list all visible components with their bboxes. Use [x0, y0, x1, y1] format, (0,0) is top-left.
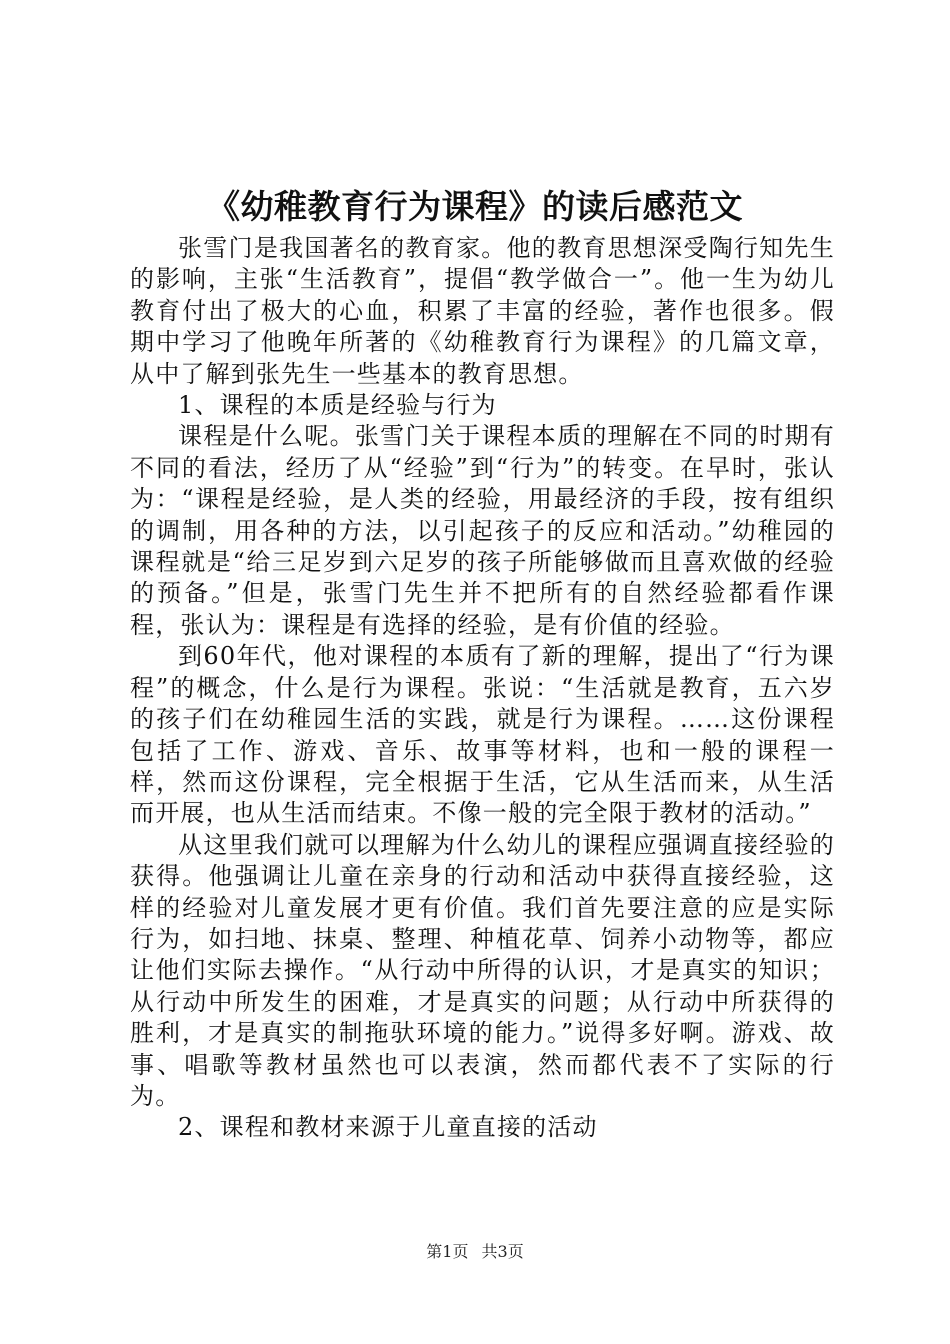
- paragraph-behavior-curriculum: 到60年代，他对课程的本质有了新的理解，提出了“行为课程”的概念，什么是行为课程。张说：“生活就是教育，五六岁的孩子们在幼稚园生活的实践，就是行为课程。……这份课程包括了工作、游戏、音乐、故事等材料，也和一般的课程一样，然而这份课程，完全根据于生活，它从生活而来，从生活而开展，也从生活而结束。不像一般的完全限于教材的活动。”: [130, 642, 835, 828]
- paragraph-curriculum-nature: 课程是什么呢。张雪门关于课程本质的理解在不同的时期有不同的看法，经历了从“经验”到“行为”的转变。在早时，张认为：“课程是经验，是人类的经验，用最经济的手段，按有组织的调制，用各种的方法，以引起孩子的反应和活动。”幼稚园的课程就是“给三足岁到六足岁的孩子所能够做而且喜欢做的经验的预备。”但是，张雪门先生并不把所有的自然经验都看作课程，张认为：课程是有选择的经验，是有价值的经验。: [130, 422, 835, 639]
- page-footer: [0, 1240, 950, 1264]
- section-heading-1: 1、课程的本质是经验与行为: [178, 391, 497, 420]
- page-number: 第1页: [426, 1242, 469, 1261]
- document-body: [130, 233, 835, 1144]
- section-heading-2: 2、课程和教材来源于儿童直接的活动: [178, 1113, 598, 1142]
- paragraph-intro: 张雪门是我国著名的教育家。他的教育思想深受陶行知先生的影响，主张“生活教育”，提倡“教学做合一”。他一生为幼儿教育付出了极大的心血，积累了丰富的经验，著作也很多。假期中学习了他晚年所著的《幼稚教育行为课程》的几篇文章，从中了解到张先生一些基本的教育思想。: [130, 234, 835, 388]
- document-title: 《幼稚教育行为课程》的读后感范文: [207, 187, 743, 226]
- paragraph-direct-experience: 从这里我们就可以理解为什么幼儿的课程应强调直接经验的获得。他强调让儿童在亲身的行动和活动中获得直接经验，这样的经验对儿童发展才更有价值。我们首先要注意的应是实际行为，如扫地、抹桌、整理、种植花草、饲养小动物等，都应让他们实际去操作。“从行动中所得的认识，才是真实的知识；从行动中所发生的困难，才是真实的问题；从行动中所获得的胜利，才是真实的制拖驮环境的能力。”说得多好啊。游戏、故事、唱歌等教材虽然也可以表演，然而都代表不了实际的行为。: [130, 830, 835, 1110]
- page-total: 共3页: [481, 1242, 524, 1261]
